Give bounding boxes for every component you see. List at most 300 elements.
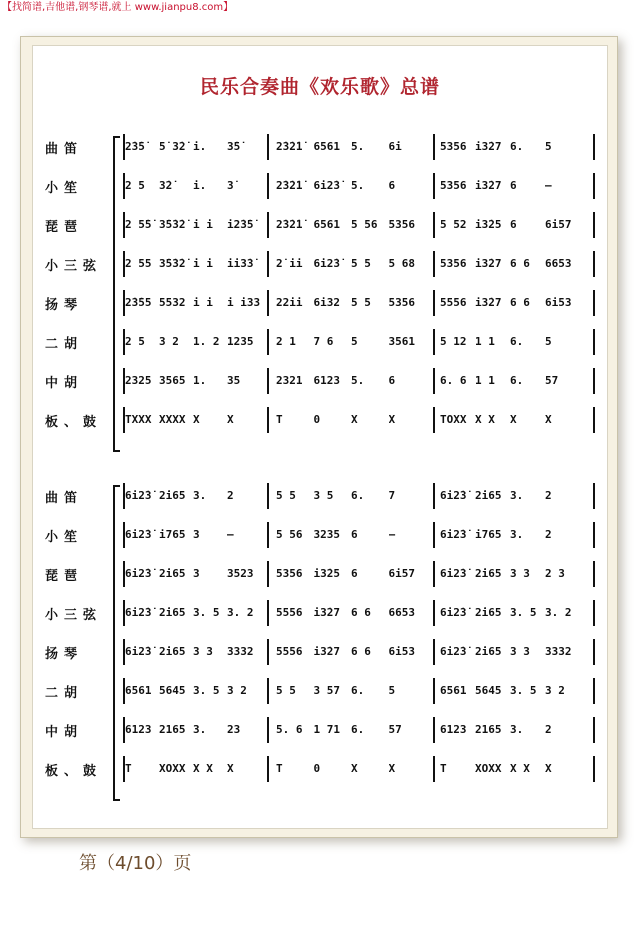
staff-row xyxy=(33,325,607,361)
bar-line xyxy=(433,212,435,238)
bar-line xyxy=(593,483,595,509)
bar-line xyxy=(593,717,595,743)
measure xyxy=(276,335,426,353)
note-group: 1. 2 xyxy=(193,335,220,348)
note-group: 6561 xyxy=(440,684,467,697)
note-group: 5556 xyxy=(276,645,303,658)
note-group: 3. 5 xyxy=(510,606,537,619)
note-group: 57 xyxy=(388,723,402,736)
note-group: i i xyxy=(193,257,213,270)
note-group: 6. xyxy=(510,140,524,153)
measure xyxy=(125,374,261,392)
note-group: X xyxy=(227,762,234,775)
note-group: i3̇27 xyxy=(475,257,502,270)
note-group: 6i2̇3̇ xyxy=(125,567,152,580)
note-group: 3 3 xyxy=(193,645,213,658)
note-group: 3̇5̇3̇2̇ xyxy=(159,257,186,270)
note-group: 5̇ 3̇2̇ xyxy=(159,140,186,153)
bar-line xyxy=(433,522,435,548)
note-group: 22ii xyxy=(276,296,303,309)
instrument-label: 二胡 xyxy=(45,337,84,352)
note-group: – xyxy=(388,528,396,541)
measure xyxy=(440,528,580,546)
note-group: 5645 xyxy=(475,684,502,697)
note-group: T xyxy=(276,413,283,426)
measure xyxy=(276,645,426,663)
note-group: i3̇27 xyxy=(313,645,340,658)
bar-line xyxy=(433,290,435,316)
staff-row xyxy=(33,286,607,322)
note-group: 5356 xyxy=(276,567,303,580)
measure xyxy=(276,606,426,624)
note-group: – xyxy=(545,179,552,192)
note-group: 2̇3̇2̇1̇ xyxy=(276,140,303,153)
note-group: 2 1 xyxy=(276,335,296,348)
note-group: 3. xyxy=(510,489,524,502)
note-group: 6653 xyxy=(388,606,415,619)
note-group: 6 6 xyxy=(510,257,530,270)
bar-line xyxy=(267,678,269,704)
note-group: 6i2̇3̇ xyxy=(125,528,152,541)
note-group: 3. 5 xyxy=(193,606,220,619)
bar-line xyxy=(593,407,595,433)
note-group: 6 6 xyxy=(351,606,371,619)
note-group: 6. xyxy=(351,489,365,502)
note-group: TOXX xyxy=(440,413,467,426)
staff-row xyxy=(33,752,607,788)
note-group: 2 xyxy=(545,723,552,736)
note-group: 5356 xyxy=(388,218,415,231)
note-group: 7 xyxy=(388,489,396,502)
bar-line xyxy=(433,639,435,665)
measure xyxy=(276,762,426,780)
note-group: 2 5 xyxy=(125,179,145,192)
bar-line xyxy=(433,600,435,626)
instrument-label: 板、鼓 xyxy=(45,764,103,779)
note-group: 5356 xyxy=(440,140,467,153)
instrument-label: 小三弦 xyxy=(45,259,103,274)
instrument-label: 曲笛 xyxy=(45,491,84,506)
note-group: 3332 xyxy=(227,645,254,658)
note-group: XOXX xyxy=(159,762,186,775)
note-group: i3̇25 xyxy=(313,567,340,580)
staff-row xyxy=(33,169,607,205)
note-group: 3. xyxy=(193,489,207,502)
measure xyxy=(440,335,580,353)
note-group: 5532 xyxy=(159,296,186,309)
bar-line xyxy=(593,290,595,316)
note-group: 6561 xyxy=(125,684,152,697)
note-group: 5356 xyxy=(440,179,467,192)
staff-row xyxy=(33,364,607,400)
bar-line xyxy=(267,329,269,355)
note-group: 6i2̇3̇ xyxy=(440,606,467,619)
bar-line xyxy=(433,483,435,509)
measure xyxy=(276,296,426,314)
measure xyxy=(276,374,426,392)
note-group: 3332 xyxy=(545,645,572,658)
note-group: 2 55 xyxy=(125,257,152,270)
note-group: 5 5 xyxy=(276,684,296,697)
note-group: T xyxy=(276,762,283,775)
measure xyxy=(276,218,426,236)
note-group: X xyxy=(510,413,517,426)
note-group: i3̇27 xyxy=(475,140,502,153)
note-group: 3. 5 xyxy=(510,684,537,697)
note-group: 6. xyxy=(351,723,365,736)
instrument-label: 中胡 xyxy=(45,725,84,740)
staff-row xyxy=(33,247,607,283)
note-group: 2 3 xyxy=(545,567,565,580)
bar-line xyxy=(433,173,435,199)
note-group: 3̇5̇ xyxy=(227,140,241,153)
note-group: 1 1 xyxy=(475,335,495,348)
note-group: 57 xyxy=(545,374,559,387)
note-group: 5 xyxy=(545,335,552,348)
note-group: 6i57 xyxy=(545,218,572,231)
instrument-label: 小三弦 xyxy=(45,608,103,623)
note-group: 3. xyxy=(193,723,207,736)
measure xyxy=(440,374,580,392)
note-group: 3 3 xyxy=(510,645,530,658)
note-group: 2̇i65 xyxy=(159,606,186,619)
note-group: i3̇27 xyxy=(313,606,340,619)
note-group: 3 xyxy=(193,567,200,580)
note-group: 2 5 xyxy=(125,335,145,348)
note-group: 2165 xyxy=(475,723,502,736)
measure xyxy=(440,140,580,158)
bar-line xyxy=(433,368,435,394)
measure xyxy=(125,762,261,780)
bar-line xyxy=(433,756,435,782)
measure xyxy=(125,567,261,585)
note-group: 5 xyxy=(351,335,358,348)
measure xyxy=(276,684,426,702)
instrument-label: 琵琶 xyxy=(45,220,84,235)
measure xyxy=(125,179,261,197)
note-group: 3̇5̇3̇2̇ xyxy=(159,218,186,231)
note-group: 2321 xyxy=(276,374,303,387)
measure xyxy=(276,723,426,741)
note-group: i3̇27 xyxy=(475,179,502,192)
measure xyxy=(276,257,426,275)
staff-row xyxy=(33,518,607,554)
note-group: TXXX xyxy=(125,413,152,426)
note-group: 2̇3̇2̇1̇ xyxy=(276,218,303,231)
page-number: 第（4/10）页 xyxy=(79,853,192,874)
note-group: 6i57 xyxy=(388,567,415,580)
note-group: 5556 xyxy=(276,606,303,619)
score-title: 民乐合奏曲《欢乐歌》总谱 xyxy=(199,76,440,98)
note-group: 5356 xyxy=(388,296,415,309)
note-group: T xyxy=(125,762,132,775)
note-group: X xyxy=(545,762,552,775)
measure xyxy=(276,567,426,585)
note-group: 6123 xyxy=(313,374,340,387)
measure xyxy=(125,645,261,663)
note-group: 3 xyxy=(193,528,200,541)
bar-line xyxy=(267,639,269,665)
note-group: 3565 xyxy=(159,374,186,387)
bar-line xyxy=(593,600,595,626)
note-group: X X xyxy=(510,762,530,775)
bar-line xyxy=(593,251,595,277)
instrument-label: 二胡 xyxy=(45,686,84,701)
note-group: 6i2̇3̇ xyxy=(440,528,467,541)
note-group: 6i2̇3̇ xyxy=(125,606,152,619)
note-group: 6 xyxy=(351,567,358,580)
note-group: 6i2̇3̇ xyxy=(313,257,340,270)
bar-line xyxy=(267,407,269,433)
note-group: 5556 xyxy=(440,296,467,309)
score-sheet xyxy=(32,45,608,829)
note-group: 2̇i65 xyxy=(475,567,502,580)
note-group: 5 56 xyxy=(276,528,303,541)
instrument-label: 扬琴 xyxy=(45,298,84,313)
note-group: – xyxy=(227,528,234,541)
measure xyxy=(276,140,426,158)
measure xyxy=(125,140,261,158)
bar-line xyxy=(267,756,269,782)
note-group: i765 xyxy=(475,528,502,541)
bar-line xyxy=(433,717,435,743)
bar-line xyxy=(267,212,269,238)
note-group: i i xyxy=(193,218,213,231)
note-group: 5. xyxy=(351,374,365,387)
staff-row xyxy=(33,403,607,439)
staff-row xyxy=(33,713,607,749)
bar-line xyxy=(593,522,595,548)
note-group: 6̇i xyxy=(388,140,402,153)
staff-row xyxy=(33,557,607,593)
note-group: 6 6 xyxy=(351,645,371,658)
measure xyxy=(125,335,261,353)
bar-line xyxy=(267,561,269,587)
instrument-label: 小笙 xyxy=(45,181,84,196)
note-group: 2̇i65 xyxy=(475,645,502,658)
note-group: X xyxy=(388,413,396,426)
bar-line xyxy=(267,600,269,626)
note-group: 6i32 xyxy=(313,296,340,309)
measure xyxy=(440,218,580,236)
note-group: X X xyxy=(475,413,495,426)
note-group: 3. xyxy=(510,528,524,541)
note-group: 5 68 xyxy=(388,257,415,270)
note-group: i. xyxy=(193,140,207,153)
note-group: 23 xyxy=(227,723,241,736)
note-group: 1 71 xyxy=(313,723,340,736)
note-group: 3 57 xyxy=(313,684,340,697)
bar-line xyxy=(433,329,435,355)
instrument-label: 曲笛 xyxy=(45,142,84,157)
note-group: 5. 6 xyxy=(276,723,303,736)
staff-row xyxy=(33,208,607,244)
note-group: 5 52 xyxy=(440,218,467,231)
bar-line xyxy=(433,561,435,587)
note-group: T xyxy=(440,762,447,775)
measure xyxy=(276,179,426,197)
note-group: 3. 2 xyxy=(227,606,254,619)
note-group: X xyxy=(227,413,234,426)
note-group: 6i53 xyxy=(545,296,572,309)
note-group: 6 xyxy=(510,218,517,231)
note-group: 6. xyxy=(510,335,524,348)
note-group: 6123 xyxy=(440,723,467,736)
measure xyxy=(440,489,580,507)
note-group: 3. xyxy=(510,723,524,736)
bar-line xyxy=(593,329,595,355)
note-group: 6i2̇3̇ xyxy=(440,645,467,658)
note-group: 2165 xyxy=(159,723,186,736)
note-group: 7 6 xyxy=(313,335,334,348)
note-group: 2̇3̇2̇1̇ xyxy=(276,179,303,192)
note-group: 3 2 xyxy=(159,335,179,348)
note-group: 6i2̇3̇ xyxy=(125,489,152,502)
note-group: 3523 xyxy=(227,567,254,580)
note-group: 2̇3̇5̇ xyxy=(125,140,145,153)
note-group: 6 xyxy=(388,374,396,387)
note-group: 2̇i65 xyxy=(475,606,502,619)
note-group: i3̇27 xyxy=(475,296,502,309)
note-group: 5 12 xyxy=(440,335,467,348)
measure xyxy=(440,645,580,663)
staff-row xyxy=(33,674,607,710)
note-group: 3561 xyxy=(388,335,415,348)
note-group: 2̇ ii xyxy=(276,257,303,270)
measure xyxy=(125,296,261,314)
bar-line xyxy=(267,717,269,743)
measure xyxy=(440,723,580,741)
bar-line xyxy=(593,173,595,199)
note-group: 2325 xyxy=(125,374,152,387)
note-group: 6561 xyxy=(313,218,340,231)
note-group: 5356 xyxy=(440,257,467,270)
note-group: 5 5 xyxy=(276,489,296,502)
measure xyxy=(125,257,261,275)
note-group: 0 xyxy=(313,762,321,775)
note-group: 2 5̇5̇ xyxy=(125,218,152,231)
instrument-label: 小笙 xyxy=(45,530,84,545)
instrument-label: 板、鼓 xyxy=(45,415,103,430)
note-group: 3̇ xyxy=(227,179,234,192)
note-group: i765 xyxy=(159,528,186,541)
bar-line xyxy=(433,678,435,704)
note-group: 6123 xyxy=(125,723,152,736)
score-frame xyxy=(20,36,618,838)
note-group: XXXX xyxy=(159,413,186,426)
measure xyxy=(276,489,426,507)
note-group: 3 2 xyxy=(545,684,565,697)
measure xyxy=(125,489,261,507)
instrument-label: 中胡 xyxy=(45,376,84,391)
measure xyxy=(125,528,261,546)
note-group: 3 2 xyxy=(227,684,247,697)
bar-line xyxy=(593,561,595,587)
note-group: i i33 xyxy=(227,296,261,309)
note-group: 1. xyxy=(193,374,207,387)
source-banner: 【找简谱,吉他谱,钢琴谱,就上 www.jianpu8.com】 xyxy=(2,2,234,13)
measure xyxy=(440,296,580,314)
note-group: 6i53 xyxy=(388,645,415,658)
measure xyxy=(440,257,580,275)
note-group: 6 xyxy=(510,179,517,192)
note-group: i3̇25 xyxy=(475,218,502,231)
bar-line xyxy=(593,756,595,782)
note-group: 5 5 xyxy=(351,257,371,270)
note-group: 3̇2̇ xyxy=(159,179,173,192)
note-group: 5 xyxy=(545,140,552,153)
note-group: 3 5 xyxy=(313,489,334,502)
note-group: 0 xyxy=(313,413,321,426)
note-group: 5 56 xyxy=(351,218,378,231)
note-group: 2 xyxy=(545,528,552,541)
note-group: 2̇3̇55 xyxy=(125,296,152,309)
measure xyxy=(125,606,261,624)
staff-row xyxy=(33,130,607,166)
note-group: 6. 6 xyxy=(440,374,467,387)
staff-row xyxy=(33,635,607,671)
bar-line xyxy=(593,639,595,665)
note-group: 6 6 xyxy=(510,296,530,309)
note-group: i. xyxy=(193,179,207,192)
note-group: X xyxy=(351,762,358,775)
bar-line xyxy=(267,483,269,509)
measure xyxy=(125,684,261,702)
note-group: 3 3 xyxy=(510,567,530,580)
measure xyxy=(440,179,580,197)
measure xyxy=(125,413,261,431)
note-group: ii3̇3̇ xyxy=(227,257,254,270)
instrument-label: 扬琴 xyxy=(45,647,84,662)
bar-line xyxy=(267,173,269,199)
note-group: X xyxy=(388,762,396,775)
note-group: 5. xyxy=(351,140,365,153)
note-group: X X xyxy=(193,762,213,775)
measure xyxy=(440,413,580,431)
note-group: X xyxy=(193,413,200,426)
note-group: 1 1 xyxy=(475,374,495,387)
bar-line xyxy=(267,134,269,160)
note-group: X xyxy=(545,413,552,426)
measure xyxy=(276,528,426,546)
bar-line xyxy=(267,290,269,316)
note-group: 1235 xyxy=(227,335,254,348)
note-group: 6561 xyxy=(313,140,340,153)
note-group: 2̇i65 xyxy=(475,489,502,502)
note-group: 2̇i65 xyxy=(159,645,186,658)
note-group: X xyxy=(351,413,358,426)
bar-line xyxy=(433,407,435,433)
note-group: 6i2̇3̇ xyxy=(313,179,340,192)
bar-line xyxy=(593,212,595,238)
staff-row xyxy=(33,479,607,515)
note-group: i2̇3̇5̇ xyxy=(227,218,254,231)
note-group: 3. 5 xyxy=(193,684,220,697)
bar-line xyxy=(267,522,269,548)
note-group: 6 xyxy=(351,528,358,541)
bar-line xyxy=(593,678,595,704)
measure xyxy=(440,684,580,702)
note-group: 3235 xyxy=(313,528,340,541)
note-group: 5. xyxy=(351,179,365,192)
bar-line xyxy=(267,368,269,394)
note-group: 6. xyxy=(510,374,524,387)
bar-line xyxy=(267,251,269,277)
bar-line xyxy=(433,134,435,160)
instrument-label: 琵琶 xyxy=(45,569,84,584)
note-group: 35 xyxy=(227,374,241,387)
bar-line xyxy=(593,134,595,160)
